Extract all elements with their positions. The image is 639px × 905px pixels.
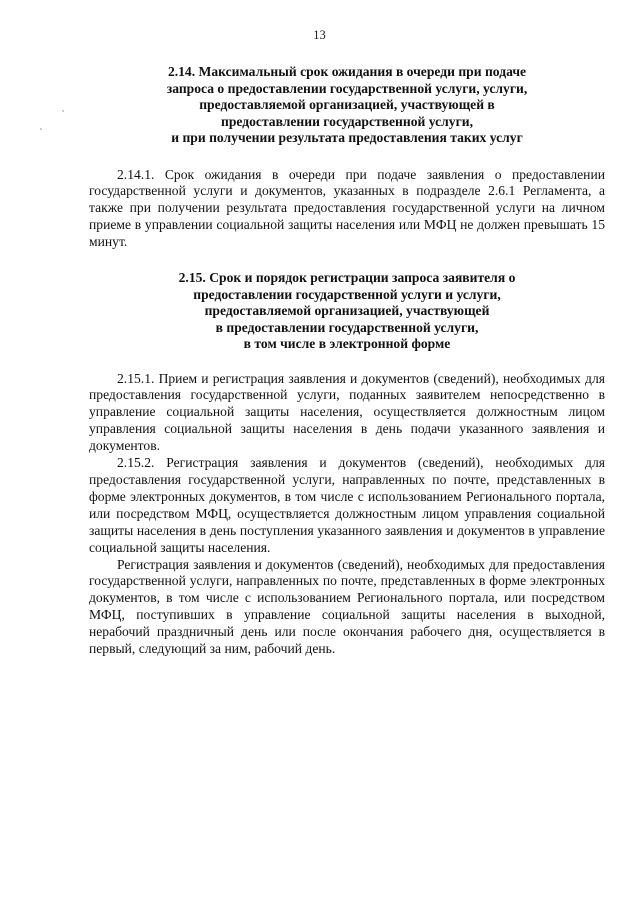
- heading-line: предоставлении государственной услуги и услуги,: [193, 286, 501, 302]
- paragraph-2-14-1: 2.14.1. Срок ожидания в очереди при подаче заявления о предоставлении государственной услуги и документов, указанных в подразделе 2.6.1 Регламента, а также при получении результата предоставления государственной услуги на личном приеме в управлении социальной защиты населения или МФЦ не должен превышать 15 минут.: [89, 166, 605, 250]
- heading-line: 2.15. Срок и порядок регистрации запроса заявителя о: [178, 270, 516, 286]
- section-2-14-heading: [89, 64, 605, 147]
- scan-speck: [62, 110, 64, 112]
- heading-line: предоставляемой организацией, участвующей: [204, 303, 490, 319]
- heading-line: в том числе в электронной форме: [243, 336, 451, 352]
- document-body: [89, 64, 605, 658]
- heading-line: предоставлении государственной услуги,: [221, 113, 473, 129]
- scan-speck: [40, 128, 42, 130]
- heading-line: в предоставлении государственной услуги,: [215, 319, 479, 335]
- paragraph-2-15-1: 2.15.1. Прием и регистрация заявления и документов (сведений), необходимых для предоставления государственной услуги, поданных заявителем непосредственно в управление социальной защиты населения, осуществляется должностным лицом управления социальной защиты населения в день подачи указанного заявления и документов.: [89, 370, 605, 454]
- heading-line: и при получении результата предоставления таких услуг: [171, 130, 523, 145]
- heading-line: запроса о предоставлении государственной услуги, услуги,: [166, 80, 528, 96]
- paragraph-2-15-2: 2.15.2. Регистрация заявления и документов (сведений), необходимых для предоставления государственной услуги, направленных по почте, представленных в форме электронных документов, в том числе с использованием Регионального портала, или посредством МФЦ, осуществляется должностным лицом управления социальной защиты населения в день поступления указанного заявления и документов в управление социальной защиты населения.: [89, 455, 605, 555]
- paragraph-2-15-2-continued: Регистрация заявления и документов (сведений), необходимых для предоставления государственной услуги, направленных по почте, представленных в форме электронных документов, в том числе с использованием Регионального портала, или посредством МФЦ, поступивших в управление социальной защиты населения в выходной, нерабочий праздничный день или после окончания рабочего дня, осуществляется в первый, следующий за ним, рабочий день.: [89, 556, 605, 657]
- page-number: 13: [313, 28, 326, 42]
- section-2-15-heading: [89, 270, 605, 353]
- heading-line: 2.14. Максимальный срок ожидания в очереди при подаче: [167, 64, 527, 79]
- heading-line: предоставляемой организацией, участвующей в: [199, 97, 495, 112]
